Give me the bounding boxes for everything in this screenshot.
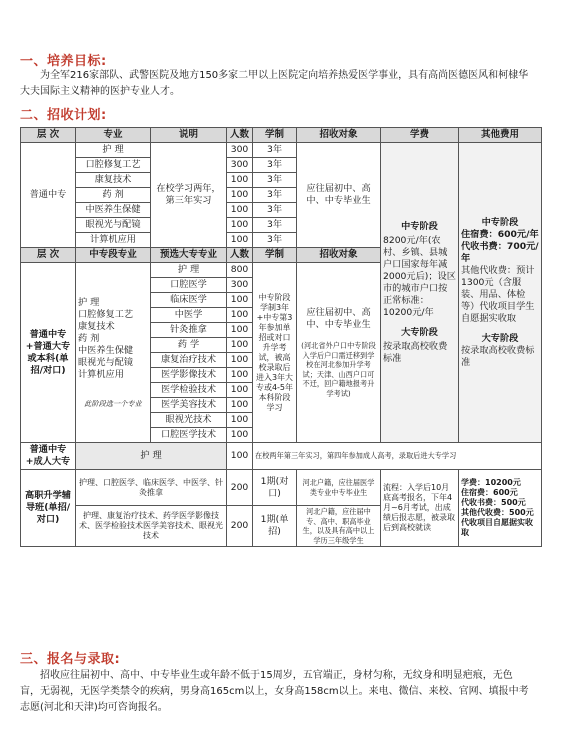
tuition-cell bbox=[381, 143, 459, 443]
fee-line: 代收项目自愿据实收取 bbox=[461, 518, 533, 537]
college-cell: 医学检验技术 bbox=[151, 383, 227, 398]
fee-line: 代收书费：500元 bbox=[461, 498, 526, 507]
tuition-body-1: 8200元/年(农村、乡镇、县城户口国家每年减2000元后)；设区市的城市户口按正常标准：10200元/年 bbox=[383, 234, 456, 318]
years-cell: 3年 bbox=[253, 233, 297, 248]
major-cell: 护 理 bbox=[76, 443, 227, 470]
other-line: 其他代收费：预计1300元（含服装、用品、体检等）代收项目学生自愿据实收取 bbox=[461, 264, 535, 324]
note-cell: 在校学习两年，第三年实习 bbox=[151, 143, 227, 248]
enrollment-table bbox=[20, 127, 541, 547]
enrollment-line-3: 志愿(河北和天津)均可咨询报名。 bbox=[20, 702, 168, 713]
fee-line: 其他代收费：500元 bbox=[461, 508, 534, 517]
other-title-2: 大专阶段 bbox=[481, 332, 519, 344]
college-cell: 口腔医学技术 bbox=[151, 428, 227, 443]
enrollment-line-2: 盲，无弱视，无医学类禁令的疾病，男身高165cm以上，女身高158cm以上。来电、微信、来校、官网、填报中考 bbox=[20, 686, 529, 697]
other-line: 代收书费：700元/年 bbox=[461, 240, 539, 264]
years-cell: 3年 bbox=[253, 218, 297, 233]
col-header: 招收对象 bbox=[297, 128, 381, 143]
college-cell: 口腔医学 bbox=[151, 278, 227, 293]
target-note: (河北省外户口中专阶段入学后户口需迁移到学校在河北参加升学考试；天津、山西户口可不迁，回户籍地报考升学考试) bbox=[301, 341, 376, 398]
col-header: 说明 bbox=[151, 128, 227, 143]
goals-line-2: 大夫国际主义精神的医护专业人才。 bbox=[20, 86, 180, 97]
major-cell: 护理、口腔医学、临床医学、中医学、针灸推拿 bbox=[76, 470, 227, 506]
major-cell: 中医养生保健 bbox=[76, 203, 151, 218]
col-header: 中专段专业 bbox=[76, 248, 151, 263]
college-cell: 护 理 bbox=[151, 263, 227, 278]
target-cell: 应往届初中、高中、中专毕业生 bbox=[297, 143, 381, 248]
college-cell: 眼视光技术 bbox=[151, 413, 227, 428]
note-cell: 在校两年第三年实习，第四年参加成人高考，录取后进大专学习 bbox=[253, 443, 542, 470]
major-cell: 计算机应用 bbox=[76, 233, 151, 248]
college-cell: 中医学 bbox=[151, 308, 227, 323]
other-body-2: 按录取高校收费标准 bbox=[461, 344, 535, 368]
count-cell: 100 bbox=[227, 188, 253, 203]
years-cell: 3年 bbox=[253, 173, 297, 188]
major-list-note: 此阶段选一个专业 bbox=[84, 398, 142, 408]
table-header-row bbox=[21, 128, 542, 143]
count-cell: 100 bbox=[227, 233, 253, 248]
years-cell: 3年 bbox=[253, 188, 297, 203]
count-cell: 100 bbox=[227, 218, 253, 233]
count-cell: 300 bbox=[227, 143, 253, 158]
col-header: 人数 bbox=[227, 248, 253, 263]
col-header: 招收对象 bbox=[297, 248, 381, 263]
count-cell: 100 bbox=[227, 293, 253, 308]
goals-line-1: 为全军216家部队、武警医院及地方150多家二甲以上医院定向培养热爱医学事业，具有高尚医德医风和柯棣华 bbox=[40, 70, 529, 81]
count-cell: 100 bbox=[227, 428, 253, 443]
count-cell: 100 bbox=[227, 368, 253, 383]
target-text: 应往届初中、高中、中专毕业生 bbox=[306, 307, 371, 330]
target-cell: 河北户籍，应往届中专、高中、职高毕业生，以及具有高中以上学历三年级学生 bbox=[297, 506, 381, 547]
count-cell: 100 bbox=[227, 443, 253, 470]
col-header: 学制 bbox=[253, 248, 297, 263]
other-title-1: 中专阶段 bbox=[481, 216, 519, 228]
major-list: 护 理 口腔修复工艺 康复技术 药 剂 中医养生保健 眼视光与配镜 计算机应用 bbox=[78, 296, 134, 380]
major-cell: 护 理 bbox=[76, 143, 151, 158]
college-cell: 药 学 bbox=[151, 338, 227, 353]
count-cell: 100 bbox=[227, 398, 253, 413]
count-cell: 300 bbox=[227, 158, 253, 173]
college-cell: 医学影像技术 bbox=[151, 368, 227, 383]
count-cell: 800 bbox=[227, 263, 253, 278]
fee-line: 住宿费：600元 bbox=[461, 488, 518, 497]
years-cell: 1期(对口) bbox=[253, 470, 297, 506]
years-cell: 3年 bbox=[253, 158, 297, 173]
tuition-body-2: 按录取高校收费标准 bbox=[383, 340, 448, 364]
count-cell: 200 bbox=[227, 470, 253, 506]
count-cell: 100 bbox=[227, 173, 253, 188]
col-header: 专业 bbox=[76, 128, 151, 143]
tuition-title-2: 大专阶段 bbox=[401, 326, 438, 338]
years-cell: 3年 bbox=[253, 203, 297, 218]
col-header: 人数 bbox=[227, 128, 253, 143]
target-cell bbox=[297, 263, 381, 443]
col-header: 预选大专专业 bbox=[151, 248, 227, 263]
count-cell: 100 bbox=[227, 203, 253, 218]
fee-line: 学费：10200元 bbox=[461, 478, 521, 487]
fees-cell bbox=[459, 470, 542, 547]
count-cell: 100 bbox=[227, 413, 253, 428]
level-cell: 普通中专+普通大专或本科(单招/对口) bbox=[21, 263, 76, 443]
major-list-cell bbox=[76, 263, 151, 443]
level-cell: 高职升学辅导班(单招/对口) bbox=[21, 470, 76, 547]
major-cell: 护理、康复治疗技术、药学医学影像技术、医学检验技术医学美容技术、眼视光技术 bbox=[76, 506, 227, 547]
level-cell: 普通中专+成人大专 bbox=[21, 443, 76, 470]
college-cell: 临床医学 bbox=[151, 293, 227, 308]
count-cell: 100 bbox=[227, 338, 253, 353]
col-header: 学制 bbox=[253, 128, 297, 143]
section-heading-enrollment: 三、报名与录取: bbox=[20, 652, 121, 667]
target-cell: 河北户籍，应往届医学类专业中专毕业生 bbox=[297, 470, 381, 506]
college-cell: 康复治疗技术 bbox=[151, 353, 227, 368]
other-fees-cell bbox=[459, 143, 542, 443]
years-cell: 中专阶段学制3年+中专第3年参加单招或对口升学考试，被高校录取后进入3年大专或4-5年本科阶段学习 bbox=[253, 263, 297, 443]
major-cell: 康复技术 bbox=[76, 173, 151, 188]
col-header: 层 次 bbox=[21, 248, 76, 263]
years-cell: 3年 bbox=[253, 143, 297, 158]
college-cell: 针灸推拿 bbox=[151, 323, 227, 338]
count-cell: 100 bbox=[227, 383, 253, 398]
col-header: 其他费用 bbox=[459, 128, 542, 143]
major-cell: 药 剂 bbox=[76, 188, 151, 203]
other-line: 住宿费：600元/年 bbox=[461, 228, 539, 240]
college-cell: 医学美容技术 bbox=[151, 398, 227, 413]
count-cell: 100 bbox=[227, 323, 253, 338]
section-heading-plan: 二、招收计划: bbox=[20, 108, 107, 123]
major-cell: 眼视光与配镜 bbox=[76, 218, 151, 233]
years-cell: 1期(单招) bbox=[253, 506, 297, 547]
count-cell: 300 bbox=[227, 278, 253, 293]
count-cell: 100 bbox=[227, 353, 253, 368]
section-heading-goals: 一、培养目标: bbox=[20, 54, 107, 69]
tuition-title-1: 中专阶段 bbox=[401, 220, 438, 232]
enrollment-line-1: 招收应往届初中、高中、中专毕业生或年龄不低于15周岁，五官端正，身材匀称，无纹身和明显疤痕，无色 bbox=[40, 670, 513, 681]
process-cell: 流程：入学后10月底高考报名，下年4月~6月考试，出成绩后报志愿，被录取后到高校就读 bbox=[381, 470, 459, 547]
count-cell: 200 bbox=[227, 506, 253, 547]
major-cell: 口腔修复工艺 bbox=[76, 158, 151, 173]
col-header: 层 次 bbox=[21, 128, 76, 143]
col-header: 学费 bbox=[381, 128, 459, 143]
count-cell: 100 bbox=[227, 308, 253, 323]
level-cell: 普通中专 bbox=[21, 143, 76, 248]
